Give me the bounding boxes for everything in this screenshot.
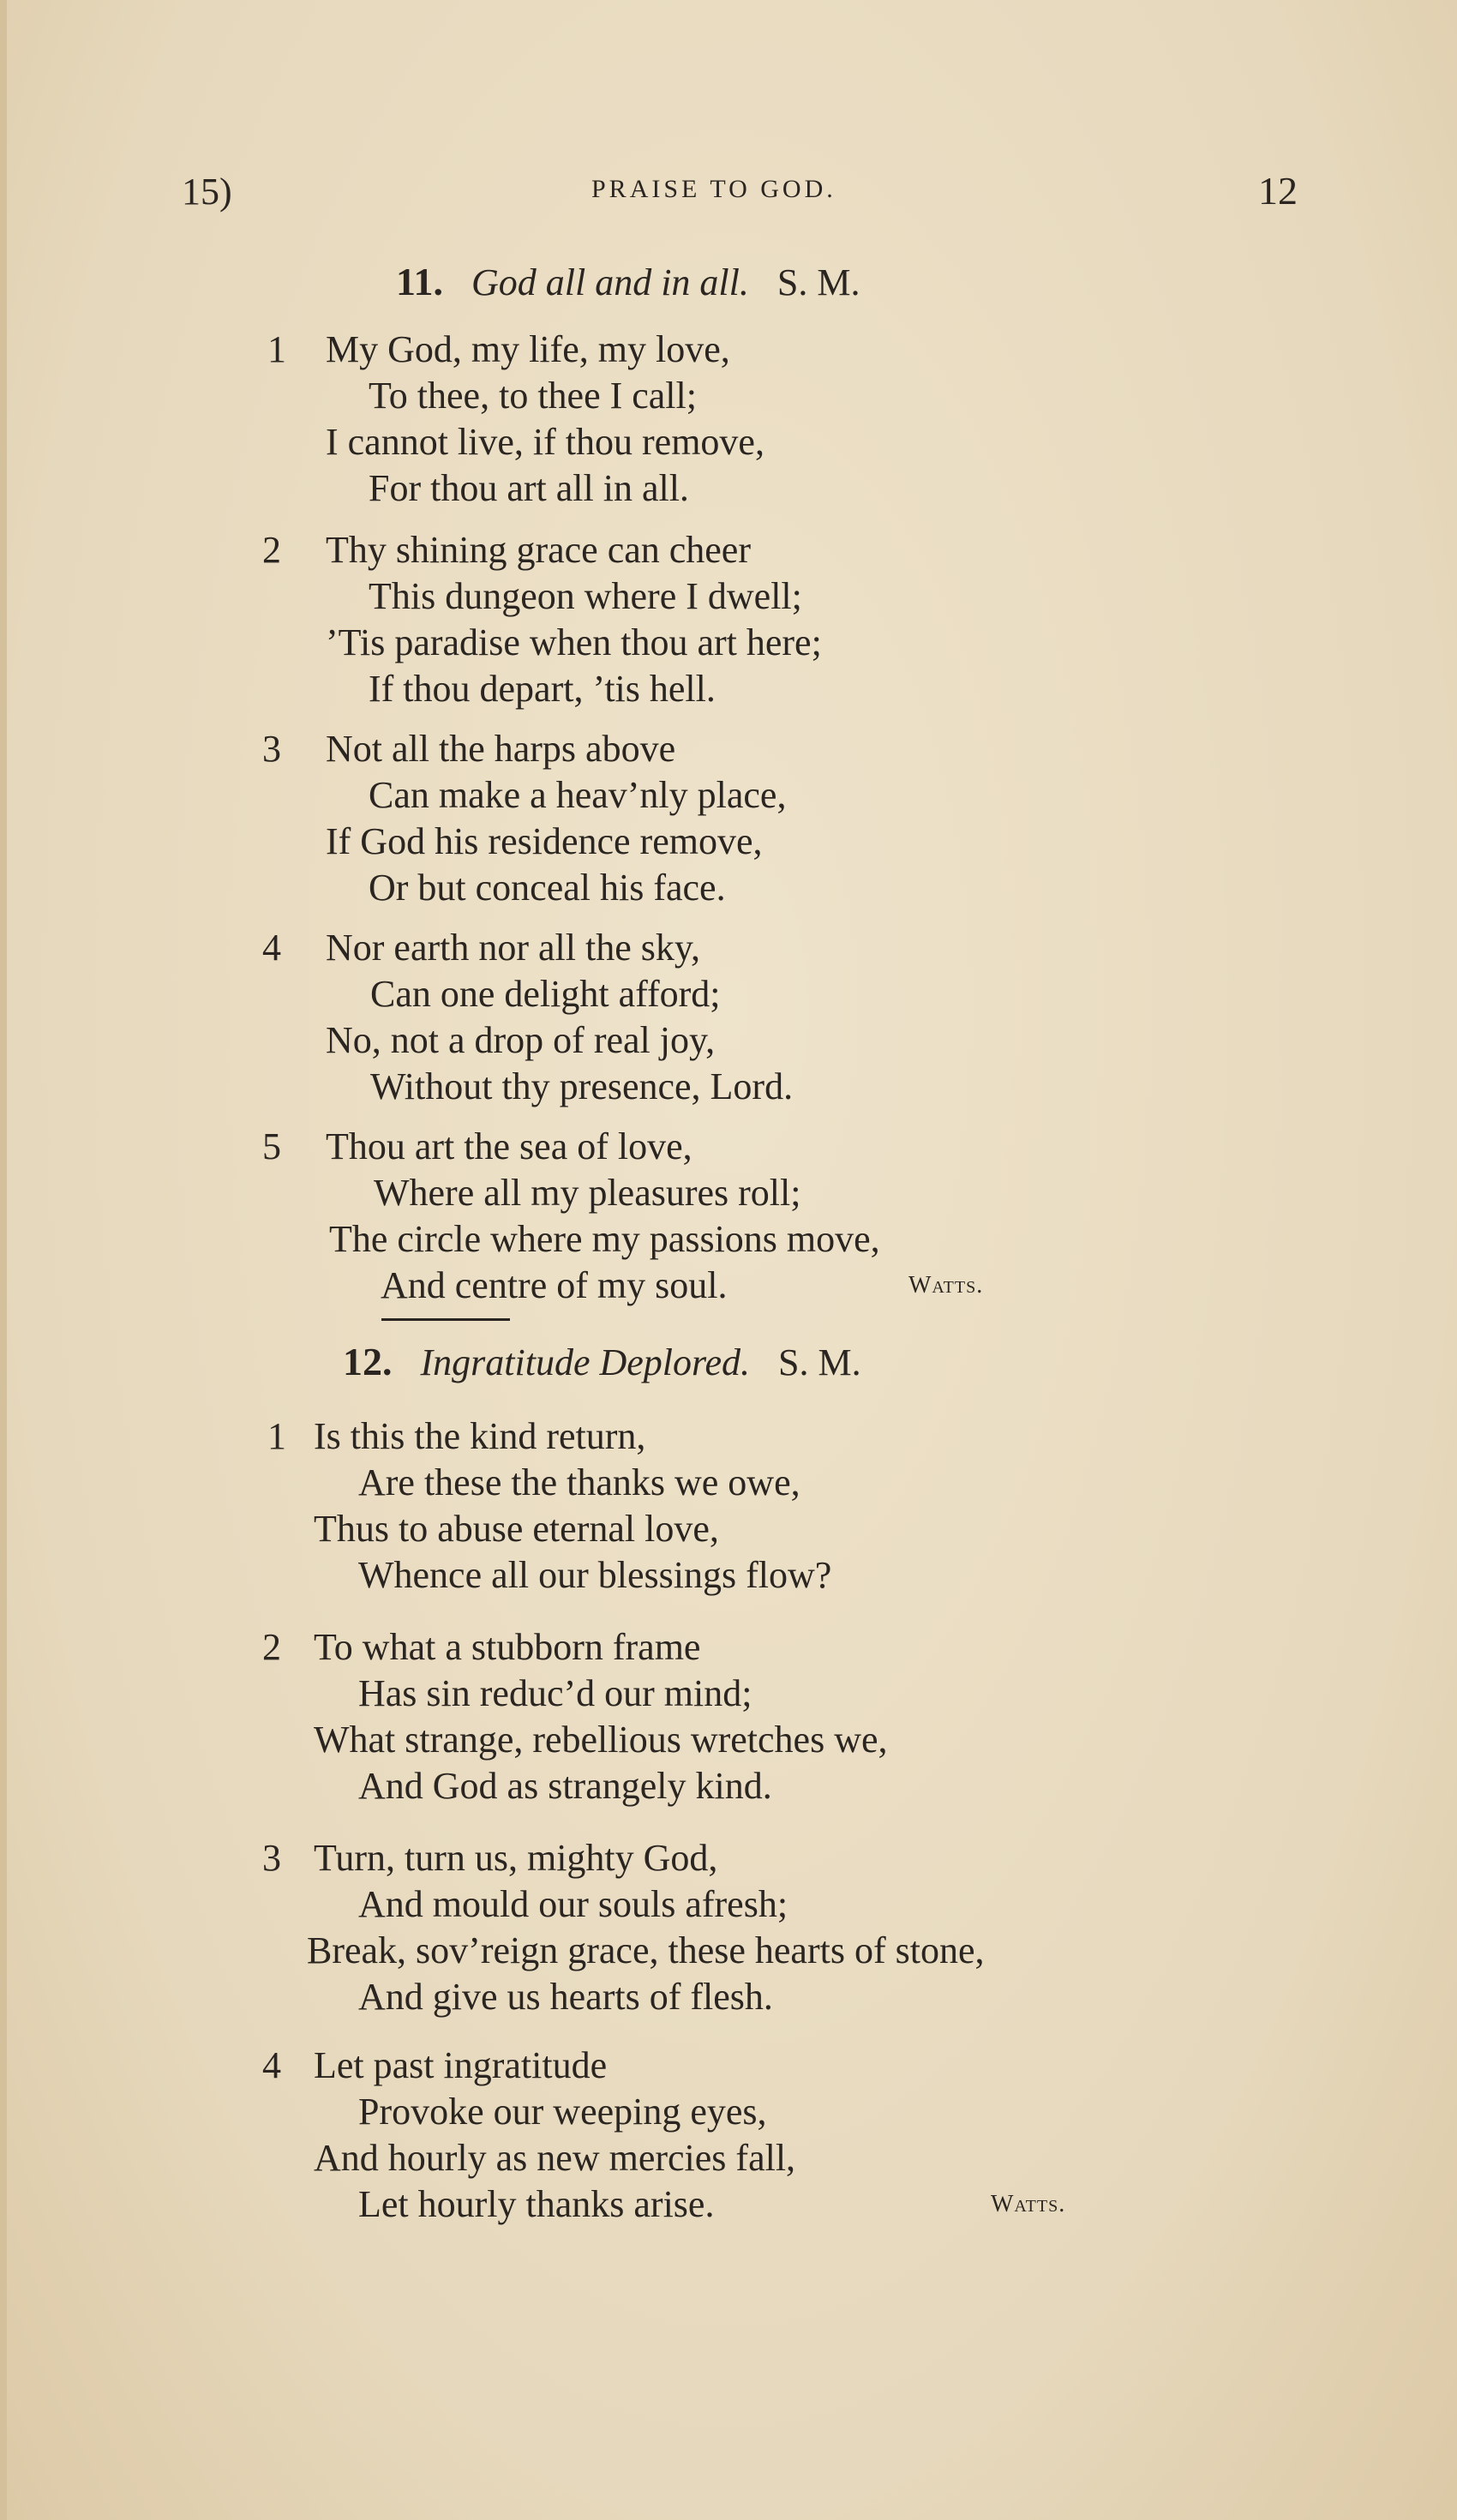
verse-line: And centre of my soul. [381, 1264, 728, 1306]
verse-line: Thou art the sea of love, [326, 1125, 693, 1167]
verse-number: 4 [262, 927, 281, 969]
verse-number: 4 [262, 2044, 281, 2086]
hymn-name: Ingratitude Deplored. [420, 1341, 751, 1383]
verse-number: 1 [267, 328, 286, 370]
verse-line: Thy shining grace can cheer [326, 529, 751, 571]
verse-line: Can one delight afford; [370, 973, 721, 1015]
verse-line: Or but conceal his face. [369, 867, 726, 909]
left-margin-mark: 15) [182, 171, 232, 213]
verse-line: Whence all our blessings flow? [358, 1554, 832, 1596]
verse-line: Where all my pleasures roll; [374, 1172, 801, 1214]
verse-line: Let past ingratitude [314, 2044, 608, 2086]
verse-line: And give us hearts of flesh. [358, 1976, 773, 2018]
verse-line: For thou art all in all. [369, 467, 689, 509]
hymn-title [396, 262, 860, 302]
hymn-author: Watts. [991, 2191, 1066, 2217]
verse-line: I cannot live, if thou remove, [326, 421, 764, 463]
verse-line: Let hourly thanks arise. [358, 2183, 715, 2225]
verse-line: Turn, turn us, mighty God, [314, 1837, 718, 1879]
verse-number: 1 [267, 1415, 286, 1457]
verse-line: My God, my life, my love, [326, 328, 730, 370]
hymn-number: 12. [343, 1340, 393, 1383]
verse-line: And mould our souls afresh; [358, 1883, 788, 1925]
verse-line: Is this the kind return, [314, 1415, 646, 1457]
verse-line: Can make a heav’nly place, [369, 774, 787, 816]
section-divider [381, 1318, 510, 1321]
verse-number: 3 [262, 1837, 281, 1879]
verse-line: The circle where my passions move, [329, 1218, 880, 1260]
verse-line: What strange, rebellious wretches we, [314, 1719, 888, 1761]
verse-line: Without thy presence, Lord. [370, 1065, 794, 1107]
verse-line: Nor earth nor all the sky, [326, 927, 701, 969]
hymn-name: God all and in all. [471, 261, 749, 303]
verse-line: Provoke our weeping eyes, [358, 2091, 767, 2133]
verse-line: If God his residence remove, [326, 820, 763, 862]
verse-number: 5 [262, 1125, 281, 1167]
hymn-meter: S. M. [778, 1341, 861, 1383]
running-header [0, 170, 1457, 221]
verse-line: This dungeon where I dwell; [369, 575, 802, 617]
verse-number: 2 [262, 1626, 281, 1668]
hymn-title [343, 1342, 861, 1382]
hymn-number: 11. [396, 260, 443, 303]
verse-line: ’Tis paradise when thou art here; [326, 621, 822, 663]
hymn-author: Watts. [908, 1272, 984, 1299]
verse-line: And hourly as new mercies fall, [314, 2137, 796, 2179]
verse-line: To thee, to thee I call; [369, 375, 697, 417]
verse-line: Are these the thanks we owe, [358, 1461, 800, 1503]
verse-line: If thou depart, ’tis hell. [369, 668, 716, 710]
page-number: 12 [1258, 169, 1298, 213]
verse-line: Has sin reduc’d our mind; [358, 1672, 752, 1714]
verse-line: Break, sov’reign grace, these hearts of stone, [307, 1929, 985, 1971]
running-title: PRAISE TO GOD. [591, 175, 836, 203]
verse-line: Not all the harps above [326, 728, 676, 770]
verse-number: 3 [262, 728, 281, 770]
verse-line: And God as strangely kind. [358, 1765, 772, 1807]
verse-line: To what a stubborn frame [314, 1626, 701, 1668]
page-edge [0, 0, 7, 2520]
verse-line: No, not a drop of real joy, [326, 1019, 716, 1061]
verse-number: 2 [262, 529, 281, 571]
verse-line: Thus to abuse eternal love, [314, 1508, 719, 1550]
hymn-meter: S. M. [776, 261, 860, 303]
